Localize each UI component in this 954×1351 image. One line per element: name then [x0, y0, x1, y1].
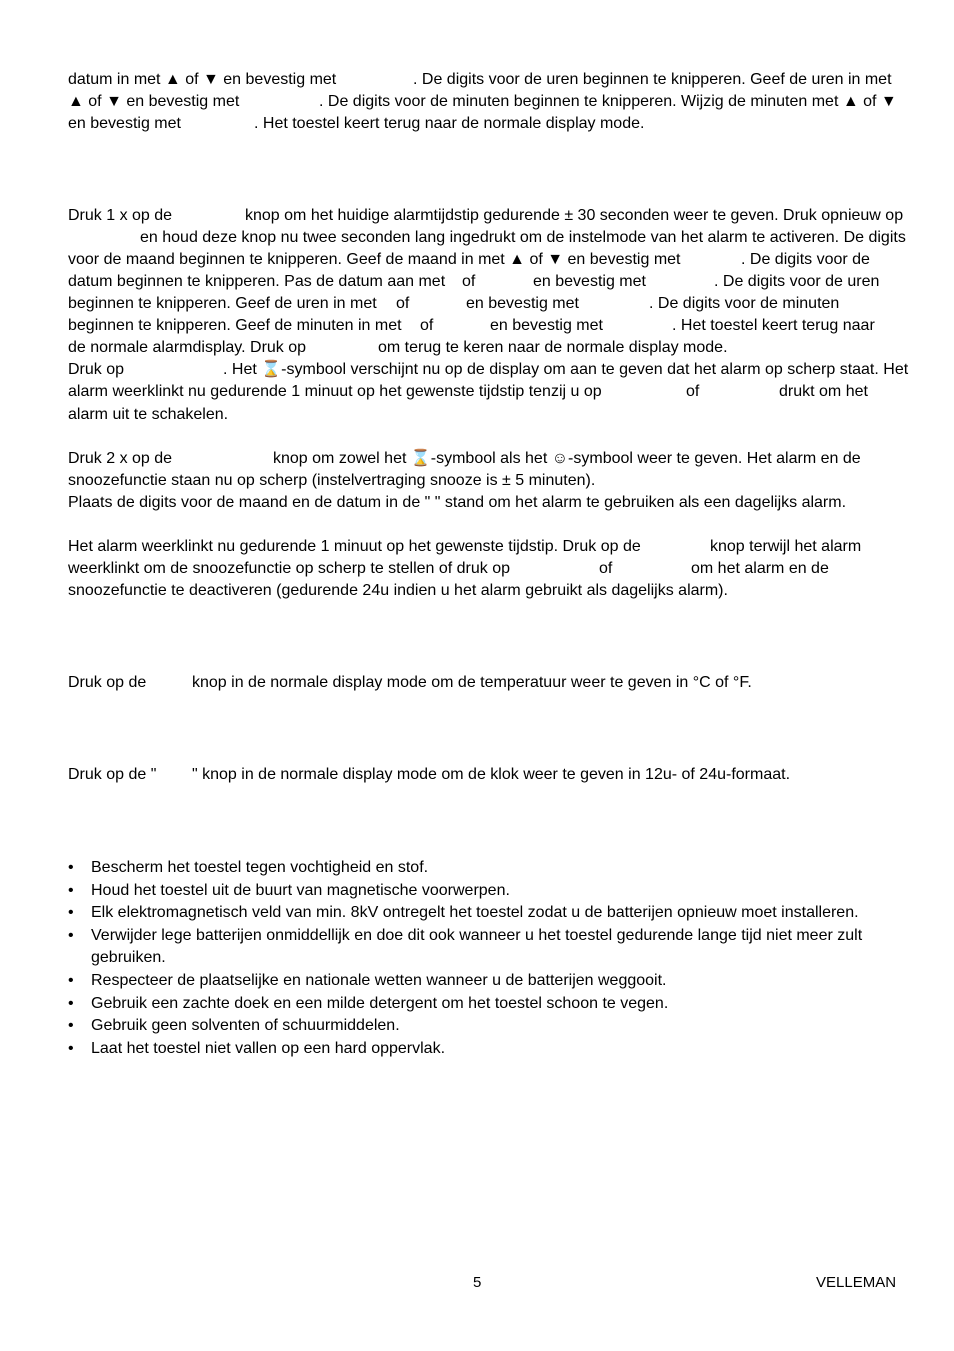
list-item: • Bescherm het toestel tegen vochtigheid en stof. [68, 857, 862, 880]
list-item-continuation: gebruiken. [91, 949, 166, 967]
list-item: • Laat het toestel niet vallen op een hard oppervlak. [68, 1038, 862, 1061]
list-item: • Houd het toestel uit de buurt van magnetische voorwerpen. [68, 880, 862, 903]
list-item: • Respecteer de plaatselijke en nationale wetten wanneer u de batterijen weggooit. [68, 970, 862, 993]
list-item: • Gebruik een zachte doek en een milde detergent om het toestel schoon te vegen. [68, 993, 862, 1016]
document-page: datum in met ▲ of ▼ en bevestig met . De digits voor de uren beginnen te knipperen. Geef de uren in met ▲ of ▼ en bevestig met . De digits voor de minuten beginnen te knipperen. Wijzig de minuten met ▲ of ▼ en bevestig met . Het toestel keert terug naar de normale display mode. Druk 1 x op de knop om het huidige alarmtijdstip gedurende ± 30 seconden weer te geven. Druk opnieuw op en houd deze knop nu twee seconden lang ingedrukt om de instelmode van het alarm te activeren. De digits voor de maand beginnen te knipperen. Geef de maand in met ▲ of ▼ en bevestig met . De digits voor de datum beginnen te knipperen. Pas de datum aan met of en bevestig met . De digits voor de uren beginnen te knipperen. Geef de uren in met of en bevestig met . De digits voor de minuten beginnen te knipperen. Geef de minuten in met of en bevestig met . Het toestel keert terug naar de normale alarmdisplay. Druk op om terug te keren naar de normale display mode. Druk op . Het ⌛-symbool verschijnt nu op de display om aan te geven dat het alarm op scherp staat. Het alarm weerklinkt nu gedurende 1 minuut op het gewenste tijdstip tenzij u op of drukt om het alarm uit te schakelen. Druk 2 x op de knop om zowel het ⌛-symbool als het ☺-symbool weer te geven. Het alarm en de snoozefunctie staan nu op scherp (instelvertraging snooze is ± 5 minuten). Plaats de digits voor de maand en de datum in de " " stand om het alarm te gebruiken als een dagelijks alarm. Het alarm weerklinkt nu gedurende 1 minuut op het gewenste tijdstip. Druk op de knop terwijl het alarm weerklinkt om de snoozefunctie op scherp te stellen of druk op of om het alarm en de snoozefunctie te deactiveren (gedurende 24u indien u het alarm gebruikt als dagelijks alarm). Druk op de knop in de normale display mode om de temperatuur weer te geven in °C of °F. Druk op de " " knop in de normale display mode om de klok weer te geven in 12u- of 24u-formaat. • Bescherm het toestel tegen vochtigheid en stof. • Houd het toestel uit de buurt van magnetische voorwerpen. • Elk elektromagnetisch veld van min. 8kV ontregelt het toestel zodat u de batterijen opnieuw moet installeren. • Verwijder lege batterijen onmiddellijk en doe dit ook wanneer u het toestel gedurende lange tijd niet meer zult gebruiken. • Respecteer de plaatselijke en nationale wetten wanneer u de batterijen weggooit. • Gebruik een zachte doek en een milde detergent om het toestel schoon te vegen. • Gebruik geen solventen of schuurmiddelen. • Laat het toestel niet vallen op een hard oppervlak. 5 VELLEMAN [0, 0, 954, 1351]
list-item: • Gebruik geen solventen of schuurmiddelen. [68, 1015, 862, 1038]
list-item: • Verwijder lege batterijen onmiddellijk en doe dit ook wanneer u het toestel gedurende lange tijd niet meer zult [68, 925, 862, 948]
footer-brand: VELLEMAN [816, 1274, 897, 1291]
page-number: 5 [473, 1274, 482, 1291]
list-item: • Elk elektromagnetisch veld van min. 8kV ontregelt het toestel zodat u de batterijen opnieuw moet installeren. [68, 902, 862, 925]
maintenance-list [68, 857, 862, 1060]
